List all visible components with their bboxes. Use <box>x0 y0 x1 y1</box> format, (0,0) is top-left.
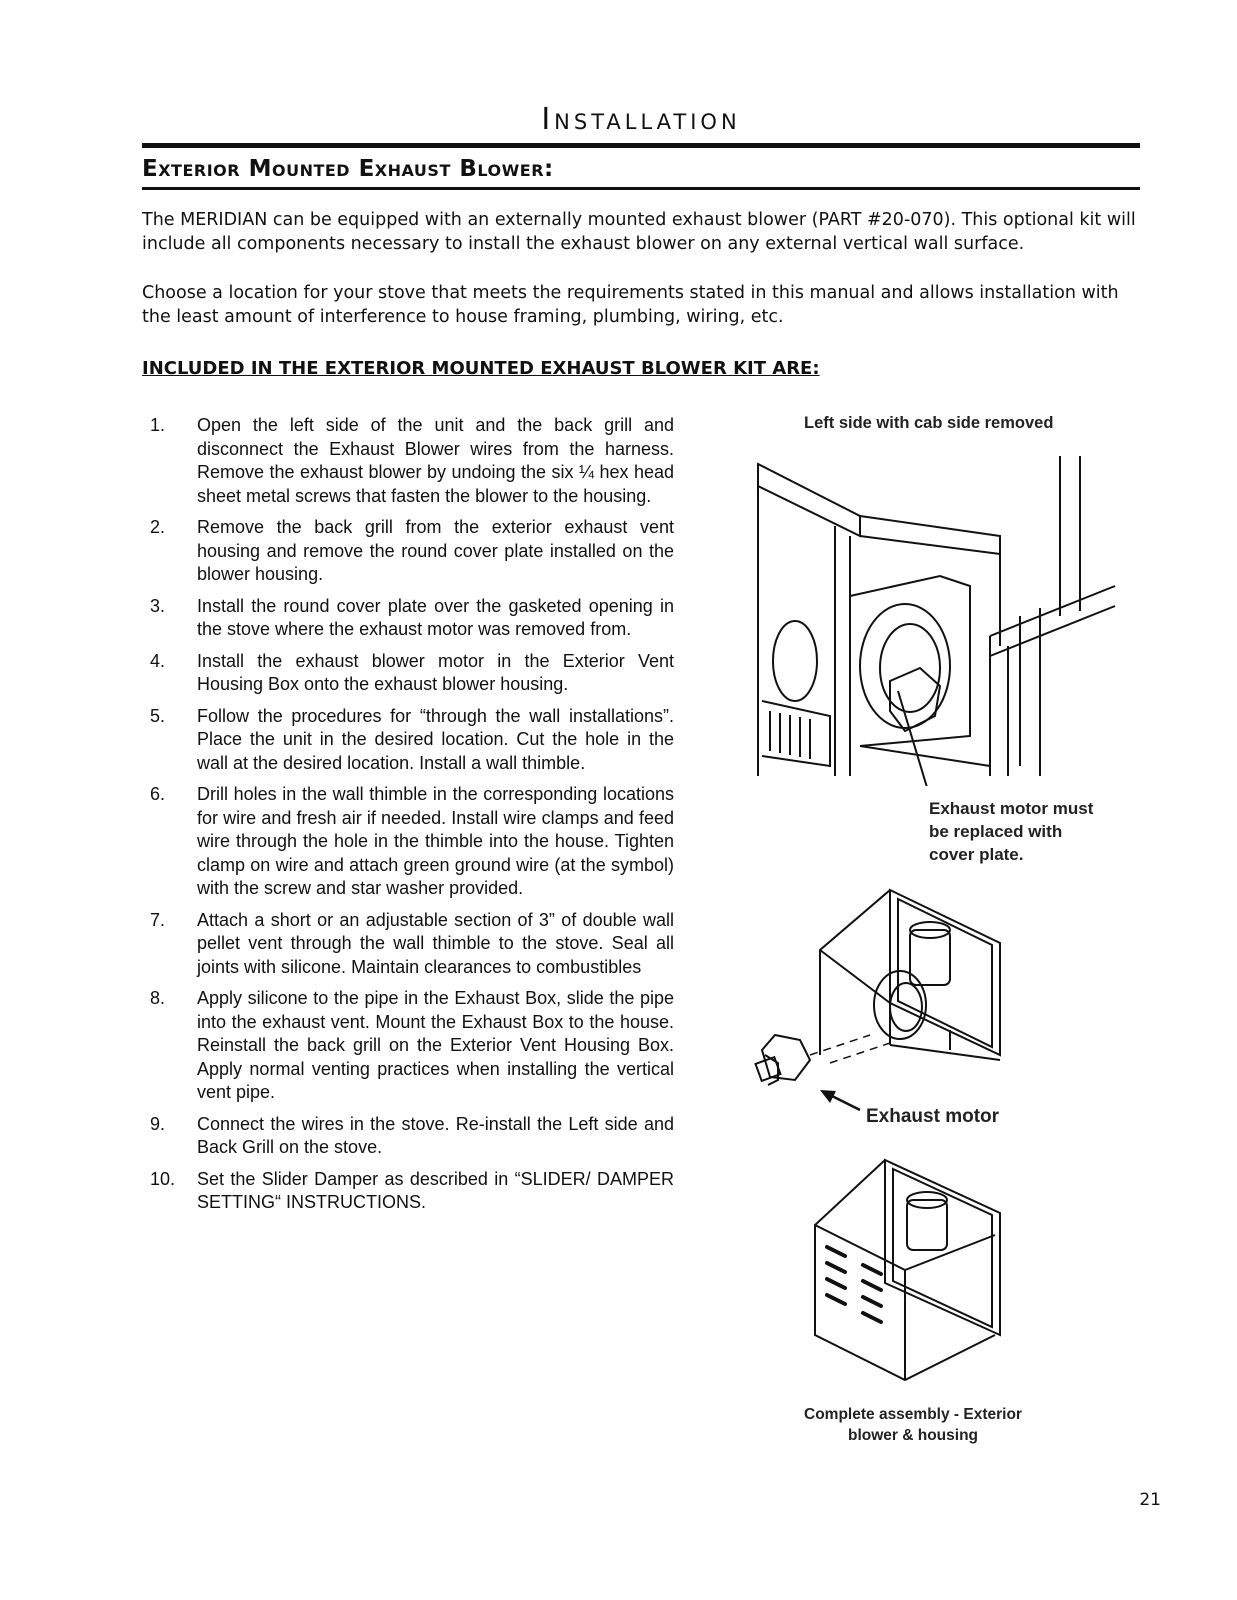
figure-1-callout <box>929 797 1093 866</box>
intro-paragraph-1: The MERIDIAN can be equipped with an externally mounted exhaust blower (PART #20-070). This optional kit will include all components necessary to install the exhaust blower on any external vertical wall surface. <box>142 210 1136 254</box>
step-text: Open the left side of the unit and the back grill and disconnect the Exhaust Blower wires from the harness. Remove the exhaust blower by undoing the six ¼ hex head sheet metal screws that fasten the blower to the housing. <box>197 415 674 506</box>
complete-assembly-diagram <box>805 1155 1020 1390</box>
step-number: 7. <box>150 909 166 930</box>
step-text: Set the Slider Damper as described in “SLIDER/ DAMPER SETTING“ INSTRUCTIONS. <box>197 1168 674 1212</box>
intro-paragraph-2: Choose a location for your stove that meets the requirements stated in this manual and allows installation with the least amount of interference to house framing, plumbing, wiring, etc. <box>142 283 1119 327</box>
step-number: 2. <box>150 517 166 537</box>
figure-2-callout: Exhaust motor <box>866 1106 1000 1127</box>
step-text: Remove the back grill from the exterior exhaust vent housing and remove the round cover plate installed on the blower housing. <box>197 517 674 584</box>
section-rule <box>142 187 1140 190</box>
figure-3-caption <box>770 1404 1056 1446</box>
figure-1-caption: Left side with cab side removed <box>804 414 1054 432</box>
list-item <box>142 987 674 1105</box>
exhaust-housing-exploded-diagram <box>740 885 1020 1120</box>
kit-heading: INCLUDED IN THE EXTERIOR MOUNTED EXHAUST BLOWER KIT ARE: <box>142 358 820 379</box>
step-number: 6. <box>150 784 166 804</box>
vent-louvers <box>827 1247 881 1322</box>
step-number: 1. <box>150 415 166 435</box>
step-number: 3. <box>150 595 166 616</box>
caption-line: blower & housing <box>847 1427 979 1444</box>
list-item <box>142 414 674 508</box>
list-item <box>142 1113 674 1160</box>
step-text: Connect the wires in the stove. Re-install the Left side and Back Grill on the stove. <box>197 1113 674 1157</box>
list-item <box>142 1168 674 1215</box>
callout-line: be replaced with <box>929 822 1063 841</box>
caption-line: Complete assembly - Exterior <box>804 1406 1022 1423</box>
list-item <box>142 595 674 642</box>
step-text: Attach a short or an adjustable section of 3” of double wall pellet vent through the wall thimble to the stove. Seal all joints with silicone. Maintain clearances to combustibles <box>197 909 674 977</box>
stove-cutaway-diagram <box>740 446 1120 786</box>
page-title: Installation <box>541 102 741 137</box>
step-number: 4. <box>150 650 166 671</box>
section-heading: Exterior Mounted Exhaust Blower: <box>142 156 554 182</box>
list-item <box>142 783 674 901</box>
step-number: 9. <box>150 1113 166 1134</box>
list-item <box>142 705 674 776</box>
page-number: 21 <box>1139 1490 1161 1510</box>
step-text: Drill holes in the wall thimble in the corresponding locations for wire and fresh air if needed. Install wire clamps and feed wire through the hole in the thimble into the house. Tighten clamp on wire and attach green ground wire (at the symbol) with the screw and star washer provided. <box>197 784 674 898</box>
list-item <box>142 516 674 587</box>
installation-steps <box>142 414 674 1223</box>
step-text: Install the round cover plate over the gasketed opening in the stove where the exhaust motor was removed from. <box>197 595 674 639</box>
step-number: 5. <box>150 705 166 726</box>
callout-leader-line <box>898 691 929 786</box>
step-number: 10. <box>150 1168 176 1189</box>
step-text: Install the exhaust blower motor in the Exterior Vent Housing Box onto the exhaust blower housing. <box>197 650 674 694</box>
step-text: Follow the procedures for “through the wall installations”. Place the unit in the desired location. Cut the hole in the wall at the desired location. Install a wall thimble. <box>197 705 674 773</box>
step-text: Apply silicone to the pipe in the Exhaust Box, slide the pipe into the exhaust vent. Mount the Exhaust Box to the house. Reinstall the back grill on the Exterior Vent Housing Box. Apply normal venting practices when installing the vertical vent pipe. <box>197 988 674 1102</box>
callout-line: Exhaust motor must <box>929 799 1094 818</box>
step-number: 8. <box>150 988 166 1008</box>
list-item <box>142 650 674 697</box>
callout-line: cover plate. <box>929 845 1024 864</box>
list-item <box>142 909 674 980</box>
title-rule <box>142 143 1140 148</box>
